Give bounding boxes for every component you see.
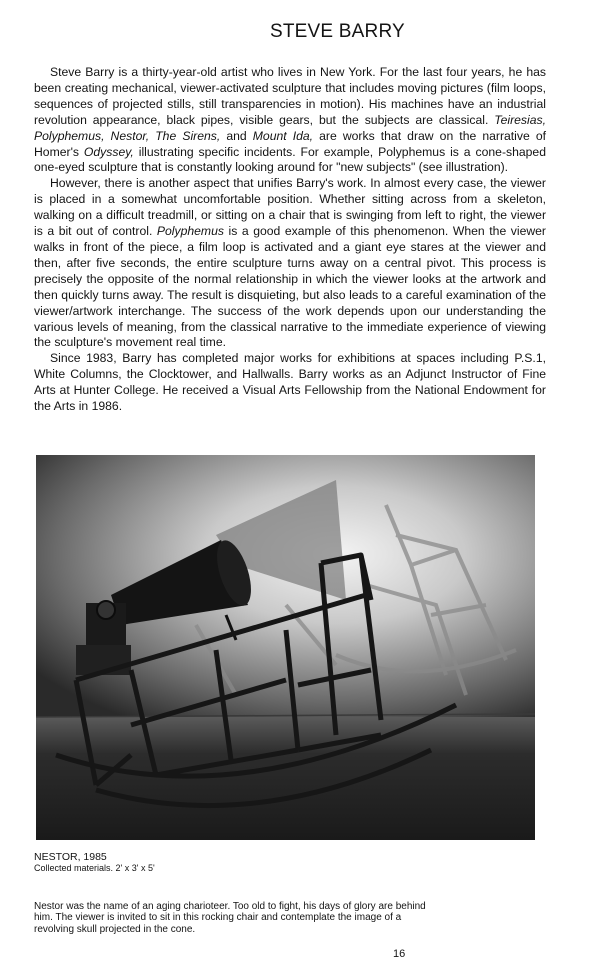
paragraph-text: Steve Barry is a thirty-year-old artist who lives in New York. For the last four years, he has been creating mechanical, viewer-activated sculpture that includes moving pictures (film loops, sequences of projected stills, still transparencies in motion). His machines have an industrial revolution appearance, black pipes, visible gears, but the subjects are classical. — [34, 65, 546, 127]
caption-title: NESTOR, 1985 — [34, 851, 107, 863]
paragraph-text: are works that draw on the narrative of Homer's — [34, 128, 547, 159]
italic-title-text: Mount Ida, — [252, 128, 314, 143]
paragraph-text: and — [220, 128, 253, 143]
paragraph-1 — [34, 65, 546, 176]
italic-title-text: Teiresias, Polyphemus, Nestor, The Sirens, — [34, 112, 546, 143]
page-number: 16 — [393, 948, 406, 960]
paragraph-text: is a good example of this phenomenon. When the viewer walks in front of the piece, a film loop is activated and a giant eye stares at the viewer and then, after five seconds, the entire sculpture turns away on a central pivot. This process is precisely the opposite of the normal relationship in which the viewer looks at the artwork and then quickly turns away. The result is disquieting, but also leads to a careful examination of the viewer/artwork interchange. The success of the work depends upon our understanding the various levels of meaning, from the classical narrative to the immediate experience of viewing the sculpture's movement real time. — [34, 224, 546, 350]
nestor-sculpture-photo — [36, 455, 535, 840]
paragraph-2 — [34, 176, 546, 351]
page-title: STEVE BARRY — [270, 21, 405, 42]
italic-title-text: Polyphemus — [156, 224, 224, 239]
paragraph-3 — [34, 351, 546, 415]
paragraph-text: However, there is another aspect that unifies Barry's work. In almost every case, the viewer is placed in a somewhat uncomfortable position. Whether sitting across from a skeleton, walking on a difficult treadmill, or sitting on a chair that is swinging from left to right, the viewer is a bit out of control. — [34, 176, 546, 239]
italic-title-text: Odyssey, — [83, 144, 134, 159]
paragraph-text: illustrating specific incidents. For example, Polyphemus is a cone-shaped one-eyed sculpture that is constantly looking around for "new subjects" (see illustration). — [34, 144, 546, 175]
article-body — [34, 65, 546, 415]
caption-description: Nestor was the name of an aging charioteer. Too old to fight, his days of glory are behind him. The viewer is invited to sit in this rocking chair and contemplate the image of a revolving skull projected in the cone. — [34, 901, 426, 935]
caption-materials: Collected materials. 2' x 3' x 5' — [34, 863, 155, 873]
paragraph-text: Since 1983, Barry has completed major works for exhibitions at spaces including P.S.1, White Columns, the Clocktower, and Hallwalls. Barry works as an Adjunct Instructor of Fine Arts at Hunter College. He received a Visual Arts Fellowship from the National Endowment for the Arts in 1986. — [34, 351, 546, 414]
